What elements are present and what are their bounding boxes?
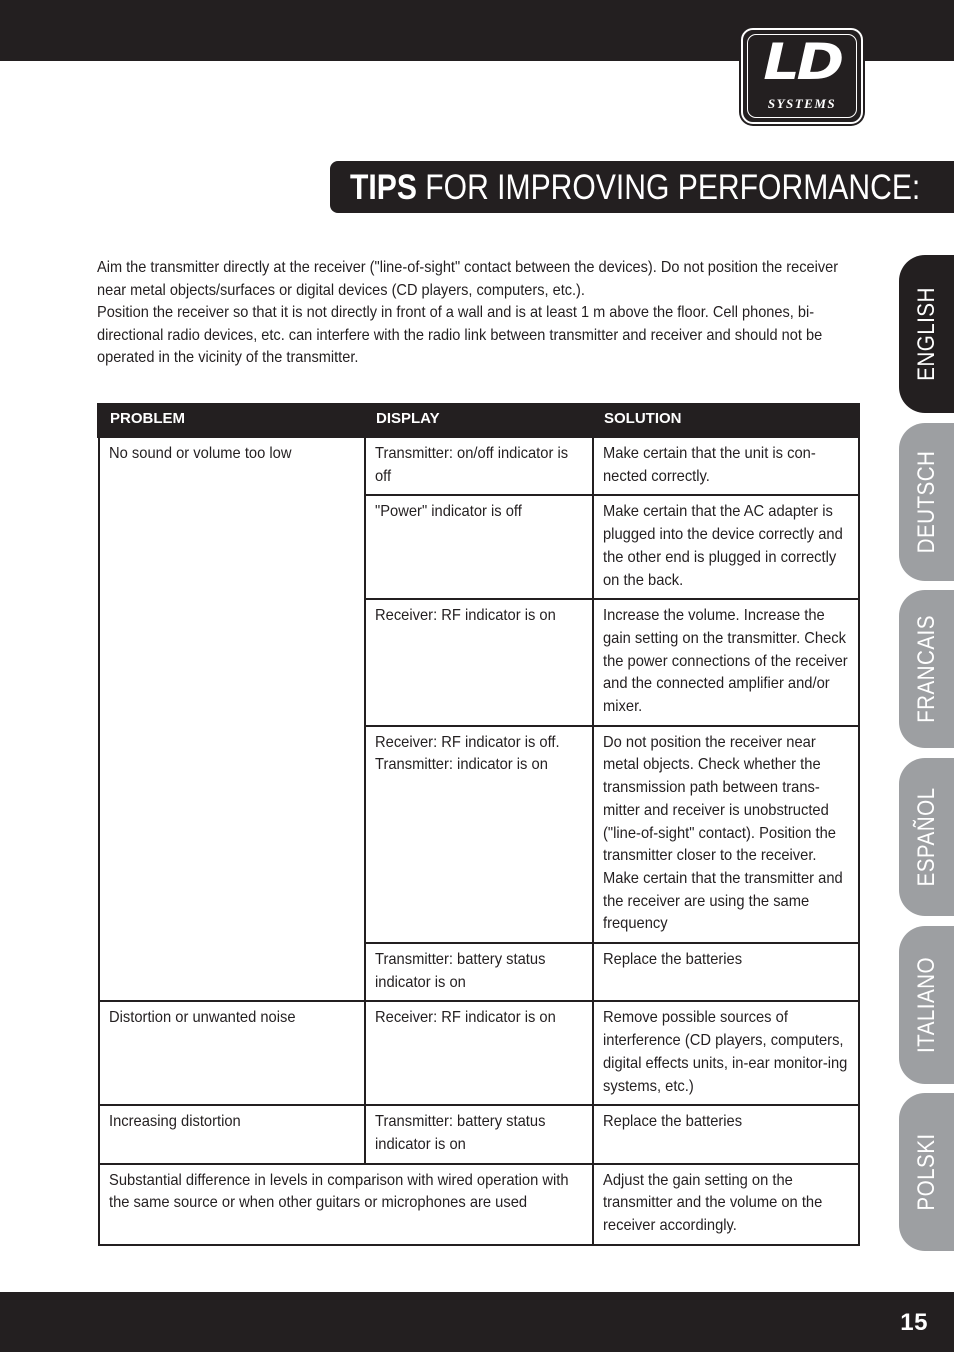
solution-text: Make certain that the unit is con-nected correctly. bbox=[602, 445, 816, 485]
display-cell bbox=[365, 1105, 593, 1163]
display-text: "Power" indicator is off bbox=[374, 503, 522, 521]
solution-cell bbox=[593, 726, 859, 943]
solution-cell bbox=[593, 437, 859, 495]
display-cell bbox=[365, 437, 593, 495]
display-cell bbox=[365, 495, 593, 599]
problem-text: Substantial difference in levels in comparison with wired operation with the same source or when other guitars or microphones are used bbox=[108, 1171, 569, 1212]
logo-subtitle: SYSTEMS bbox=[767, 96, 837, 111]
display-text: Transmitter: battery status indicator is on bbox=[374, 1113, 545, 1153]
ld-systems-logo bbox=[741, 28, 863, 124]
problem-text: No sound or volume too low bbox=[108, 445, 291, 462]
display-text: Receiver: RF indicator is on bbox=[374, 1009, 556, 1027]
intro-paragraph-2: Position the receiver so that it is not directly in front of a wall and is at least 1 m above the floor. Cell phones, bi-directional radio devices, etc. can interfere with the radio link between transmitter and receiver and should not be operated in the vicinity of the transmitter. bbox=[97, 304, 823, 367]
display-text: Receiver: RF indicator is off. Transmitter: indicator is on bbox=[374, 733, 560, 774]
intro-text bbox=[97, 257, 857, 370]
table-row bbox=[99, 1164, 859, 1245]
intro-paragraph-1: Aim the transmitter directly at the receiver ("line-of-sight" contact between the devices). Do not position the receiver near metal objects/surfaces or digital devices (CD players, computers, etc.). bbox=[97, 259, 839, 299]
problem-cell bbox=[99, 1105, 365, 1163]
tab-espanol-label: ESPAÑOL bbox=[912, 787, 940, 887]
table-row bbox=[99, 437, 859, 495]
display-text: Transmitter: battery status indicator is on bbox=[374, 951, 545, 991]
logo-letters: LD bbox=[763, 33, 841, 91]
display-cell bbox=[365, 726, 593, 943]
table-header-row bbox=[99, 403, 859, 437]
solution-text: Do not position the receiver near metal objects. Check whether the transmission path between trans-mitter and receiver is unobstructed ("line-of-sight" contact). Position the transmitter closer to the receiver. Make certain that the transmitter and the receiver are using the same frequency bbox=[602, 733, 843, 933]
solution-cell bbox=[593, 495, 859, 599]
solution-cell bbox=[593, 1105, 859, 1163]
table-row bbox=[99, 1105, 859, 1163]
problem-text: Increasing distortion bbox=[108, 1113, 241, 1131]
troubleshooting-table bbox=[97, 403, 860, 1246]
solution-text: Make certain that the AC adapter is plugged into the device correctly and the other end is plugged in correctly on the back. bbox=[602, 503, 843, 589]
tab-english-label: ENGLISH bbox=[912, 287, 940, 381]
bottom-bar bbox=[0, 1292, 954, 1352]
solution-cell bbox=[593, 1164, 859, 1245]
tab-francais-label: FRANCAIS bbox=[912, 615, 940, 723]
solution-text: Adjust the gain setting on the transmitter and the volume on the receiver accordingly. bbox=[602, 1171, 822, 1235]
section-title-bar bbox=[330, 161, 954, 213]
table-row bbox=[99, 1001, 859, 1105]
section-title bbox=[350, 168, 920, 208]
header-problem: PROBLEM bbox=[99, 403, 365, 437]
tab-polski-label: POLSKI bbox=[912, 1133, 940, 1211]
solution-cell bbox=[593, 599, 859, 726]
page-number: 15 bbox=[900, 1309, 928, 1336]
tab-deutsch-label: DEUTSCH bbox=[912, 450, 940, 554]
display-cell bbox=[365, 1001, 593, 1105]
tab-deutsch[interactable] bbox=[899, 423, 954, 581]
section-title-rest: FOR IMPROVING PERFORMANCE: bbox=[416, 168, 921, 207]
tab-espanol[interactable] bbox=[899, 758, 954, 916]
tab-english[interactable] bbox=[899, 255, 954, 413]
tab-polski[interactable] bbox=[899, 1093, 954, 1251]
header-display: DISPLAY bbox=[365, 403, 593, 437]
solution-cell bbox=[593, 943, 859, 1001]
problem-text: Distortion or unwanted noise bbox=[108, 1009, 296, 1027]
problem-cell bbox=[99, 437, 365, 1001]
display-text: Transmitter: on/off indicator is off bbox=[374, 445, 568, 485]
solution-cell bbox=[593, 1001, 859, 1105]
problem-cell bbox=[99, 1164, 593, 1245]
tab-italiano[interactable] bbox=[899, 926, 954, 1084]
display-cell bbox=[365, 943, 593, 1001]
display-text: Receiver: RF indicator is on bbox=[374, 607, 556, 625]
solution-text: Replace the batteries bbox=[602, 1113, 742, 1131]
display-cell bbox=[365, 599, 593, 726]
solution-text: Replace the batteries bbox=[602, 951, 742, 969]
tab-francais[interactable] bbox=[899, 590, 954, 748]
tab-italiano-label: ITALIANO bbox=[912, 957, 940, 1053]
section-title-bold: TIPS bbox=[350, 168, 417, 207]
header-solution: SOLUTION bbox=[593, 403, 859, 437]
problem-cell bbox=[99, 1001, 365, 1105]
solution-text: Remove possible sources of interference (CD players, computers, digital effects units, in-ear monitor-ing systems, etc.) bbox=[602, 1009, 847, 1095]
solution-text: Increase the volume. Increase the gain setting on the transmitter. Check the power connections of the receiver and the connected amplifier and/or mixer. bbox=[602, 607, 848, 716]
